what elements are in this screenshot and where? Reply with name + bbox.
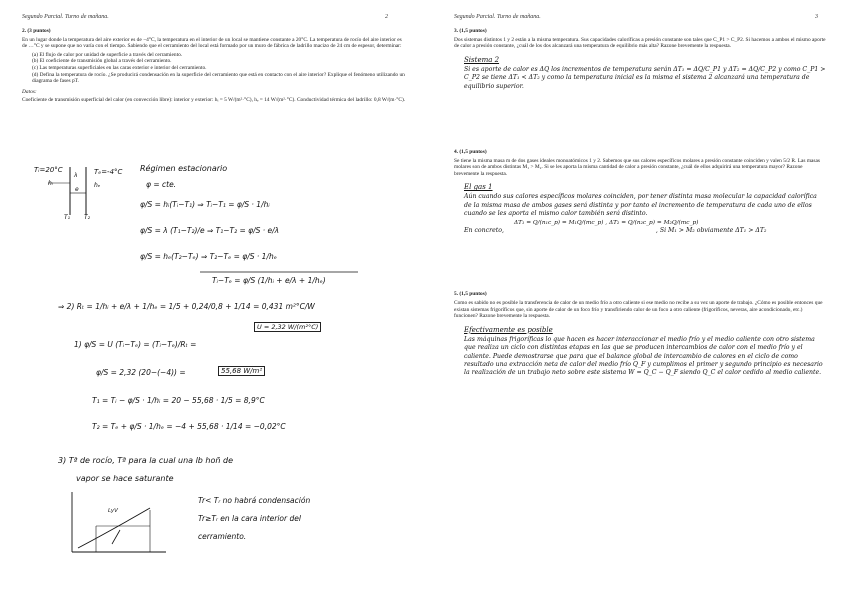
right-page-number: 3	[815, 14, 818, 20]
q4-conclusion	[464, 227, 826, 235]
q4-conclusion-a: En concreto,	[464, 227, 504, 234]
q4-conclusion-b: , Si M₁ > M₂ obviamente ΔT₁ > ΔT₂	[655, 227, 767, 234]
q2-item-b: (b) El coeficiente de transmisión global a través del cerramiento.	[32, 58, 172, 65]
q2-item-d: (d) Defina la temperatura de rocío. ¿Se producirá condensación en la superficie del cerramiento que está en contacto con el aire interior? Explique el fenómeno utilizando un diagrama de fases pT.	[32, 71, 405, 85]
q4-answer-title: El gas 1	[464, 183, 493, 192]
hw-part2: ⇒ 2) Rₜ = 1/hᵢ + e/λ + 1/hₑ = 1/5 + 0,24/0,8 + 1/14 = 0,431 m²°C/W	[58, 302, 315, 311]
phase-diagram-sketch	[62, 490, 172, 560]
hw-he: hₑ	[94, 182, 101, 189]
right-header-title: Segundo Parcial. Turno de mañana.	[454, 14, 541, 20]
q3-heading: 3. (1,5 puntos)	[454, 28, 487, 34]
q3-answer: Si es aporte de calor es ΔQ los incrementos de temperatura serán ΔT₁ = ΔQ/C_P1 y ΔT₂ = ΔQ/C_P2 y como C_P1 > C_P2 se tiene ΔT₁ < ΔT₂ y como la temperatura inicial es la misma el sistema 2 alcanzará una temperatura de equilibrio superior.	[464, 65, 826, 90]
hw-lambda: λ	[74, 172, 78, 179]
question-4	[454, 149, 826, 235]
hw-hi: hᵢ	[48, 180, 53, 187]
right-page	[424, 0, 848, 600]
q2-item-a: (a) El flujo de calor por unidad de superficie a través del cerramiento.	[32, 51, 183, 58]
left-page-number: 2	[385, 14, 388, 20]
hw-part1-a: 1) φ/S = U (Tᵢ−Tₑ) = (Tᵢ−Tₑ)/Rₜ =	[74, 340, 197, 349]
hw-part3-a: 3) Tª de rocío, Tª para la cual una lb hoñ de	[58, 456, 234, 465]
q4-answer: Aún cuando sus calores específicos molares coinciden, por tener distinta masa molecular la capacidad calorífica de la misma masa de ambos gases será distinta y por tanto el incremento de temperatura de cada uno de ellos cuando se les aporta el mismo calor también será distinto.	[464, 193, 817, 218]
hw-te: Tₑ=-4°C	[94, 168, 123, 176]
q2-item-c: (c) Las temperaturas superficiales en las caras exterior e interior del cerramiento.	[32, 64, 207, 71]
hw-note-a: Tr< Tᵣ no habrá condensación	[198, 496, 311, 505]
hw-part1-b: φ/S = 2,32 (20−(−4)) =	[96, 368, 186, 377]
hw-sketch-label: LyV	[108, 508, 118, 514]
q2-statement: En un lugar donde la temperatura del aire exterior es de −4°C, la temperatura en el interior de un local se mantiene constante a 20°C. La temperatura de rocío del aire interior es de …°C y se supone que no varía con el tiempo. Sabiendo que el cerramiento del local está formado por un muro de fábrica de ladrillo macizo de 24 cm de espesor, determinar:	[22, 36, 402, 50]
right-page-header	[454, 14, 826, 28]
q2-data-label: Datos:	[22, 88, 37, 95]
hw-eq-sum: Tᵢ−Tₑ = φ/S (1/hᵢ + e/λ + 1/hₑ)	[212, 276, 326, 285]
q4-statement: Se tiene la misma masa m de dos gases ideales monoatómicos 1 y 2. Sabemos que sus calores específicos molares a presión constante coinciden y valen 5/2 R. Las masas molares son de ambos distintas M₁ > M₂. Si se les aporta la misma cantidad de calor a presión constante, ¿cuál de ellos adquirirá una temperatura mayor? Razone brevemente la respuesta.	[454, 157, 821, 177]
q5-answer: Las máquinas frigoríficas lo que hacen es hacer interaccionar el medio frío y el medio caliente con otro sistema que realiza un ciclo con distintas etapas en las que se producen intercambios de calor con el medio frío y el caliente. Puede demostrarse que para que el balance global de intercambio de calores en el ciclo de como resultado una extracción neta de calor del medio frío Q_F y cumplimos el primer y segundo principio es necesario la realización de un trabajo neto sobre este sistema W = Q_C − Q_F siendo Q_C el calor cedido al medio caliente.	[464, 335, 823, 377]
hw-ti: Tᵢ=20°C	[34, 166, 63, 174]
hw-note-c: cerramiento.	[198, 532, 247, 541]
q3-answer-title: Sistema 2	[464, 55, 500, 64]
q4-heading: 4. (1,5 puntos)	[454, 149, 487, 155]
hw-note-b: Tr≥Tᵣ en la cara interior del	[198, 514, 301, 523]
hw-phi-const: φ = cte.	[146, 180, 177, 189]
hw-t2: T₂	[84, 214, 91, 221]
left-page-header	[22, 14, 406, 28]
question-3	[454, 28, 826, 91]
q4-formula: ΔT₁ = Q/(n₁c_p) = M₁Q/(mc_p) , ΔT₂ = Q/(n₂c_p) = M₂Q/(mc_p)	[514, 219, 699, 226]
hw-t1: T₁	[64, 214, 71, 221]
q5-answer-title: Efectivamente es posible	[464, 325, 553, 334]
q5-statement: Como es sabido no es posible la transferencia de calor de un medio frío a otro caliente si ese medio no recibe a su vez un aporte de trabajo. ¿Cómo es posible entonces que existan sistemas frigoríficos que, sin aporte de calor de un foco frío y transfiriendo calor de un foco a otro caliente (frigoríficos, neveras, aire acondicionado, etc.) funcionen? Razone brevemente la respuesta.	[454, 300, 823, 320]
hw-eq2: φ/S = λ (T₁−T₂)/e ⇒ T₁−T₂ = φ/S · e/λ	[140, 226, 280, 235]
q2-heading: 2. (3 puntos)	[22, 28, 51, 34]
hw-u-box: U = 2,32 W/(m²°C)	[254, 322, 321, 332]
question-5	[454, 291, 826, 377]
left-header-title: Segundo Parcial. Turno de mañana.	[22, 14, 109, 20]
hw-e: e	[75, 186, 79, 193]
q5-heading: 5. (1,5 puntos)	[454, 291, 487, 298]
hw-t1-line: T₁ = Tᵢ − φ/S · 1/hᵢ = 20 − 55,68 · 1/5 = 8,9°C	[92, 396, 265, 405]
hw-part3-b: vapor se hace saturante	[76, 474, 174, 483]
q3-statement: Dos sistemas distintos 1 y 2 están a la misma temperatura. Sus capacidades caloríficas a presión constante son tales que C_P1 > C_P2. Si hacemos a ambos el mismo aporte de calor a presión constante, ¿cuál de los dos alcanzará una temperatura de equilibrio más alta? Razone brevemente la respuesta.	[454, 36, 826, 50]
hw-eq3: φ/S = hₑ(T₂−Tₑ) ⇒ T₂−Tₑ = φ/S · 1/hₑ	[140, 252, 277, 261]
hw-eq1: φ/S = hᵢ(Tᵢ−T₁) ⇒ Tᵢ−T₁ = φ/S · 1/hᵢ	[140, 200, 270, 209]
q2-data: Coeficiente de transmisión superficial del calor (en convección libre): interior y exterior: hᵢ = 5 W/(m²·°C), hₑ = 14 W/(m²·°C). Conductividad térmica del ladrillo: 0,8 W/(m·°C).	[22, 97, 406, 104]
hw-regimen: Régimen estacionario	[140, 164, 228, 173]
hw-t2-line: T₂ = Tₑ + φ/S · 1/hₑ = −4 + 55,68 · 1/14 = −0,02°C	[92, 422, 286, 431]
hw-phi-box: 55,68 W/m²	[218, 366, 265, 376]
